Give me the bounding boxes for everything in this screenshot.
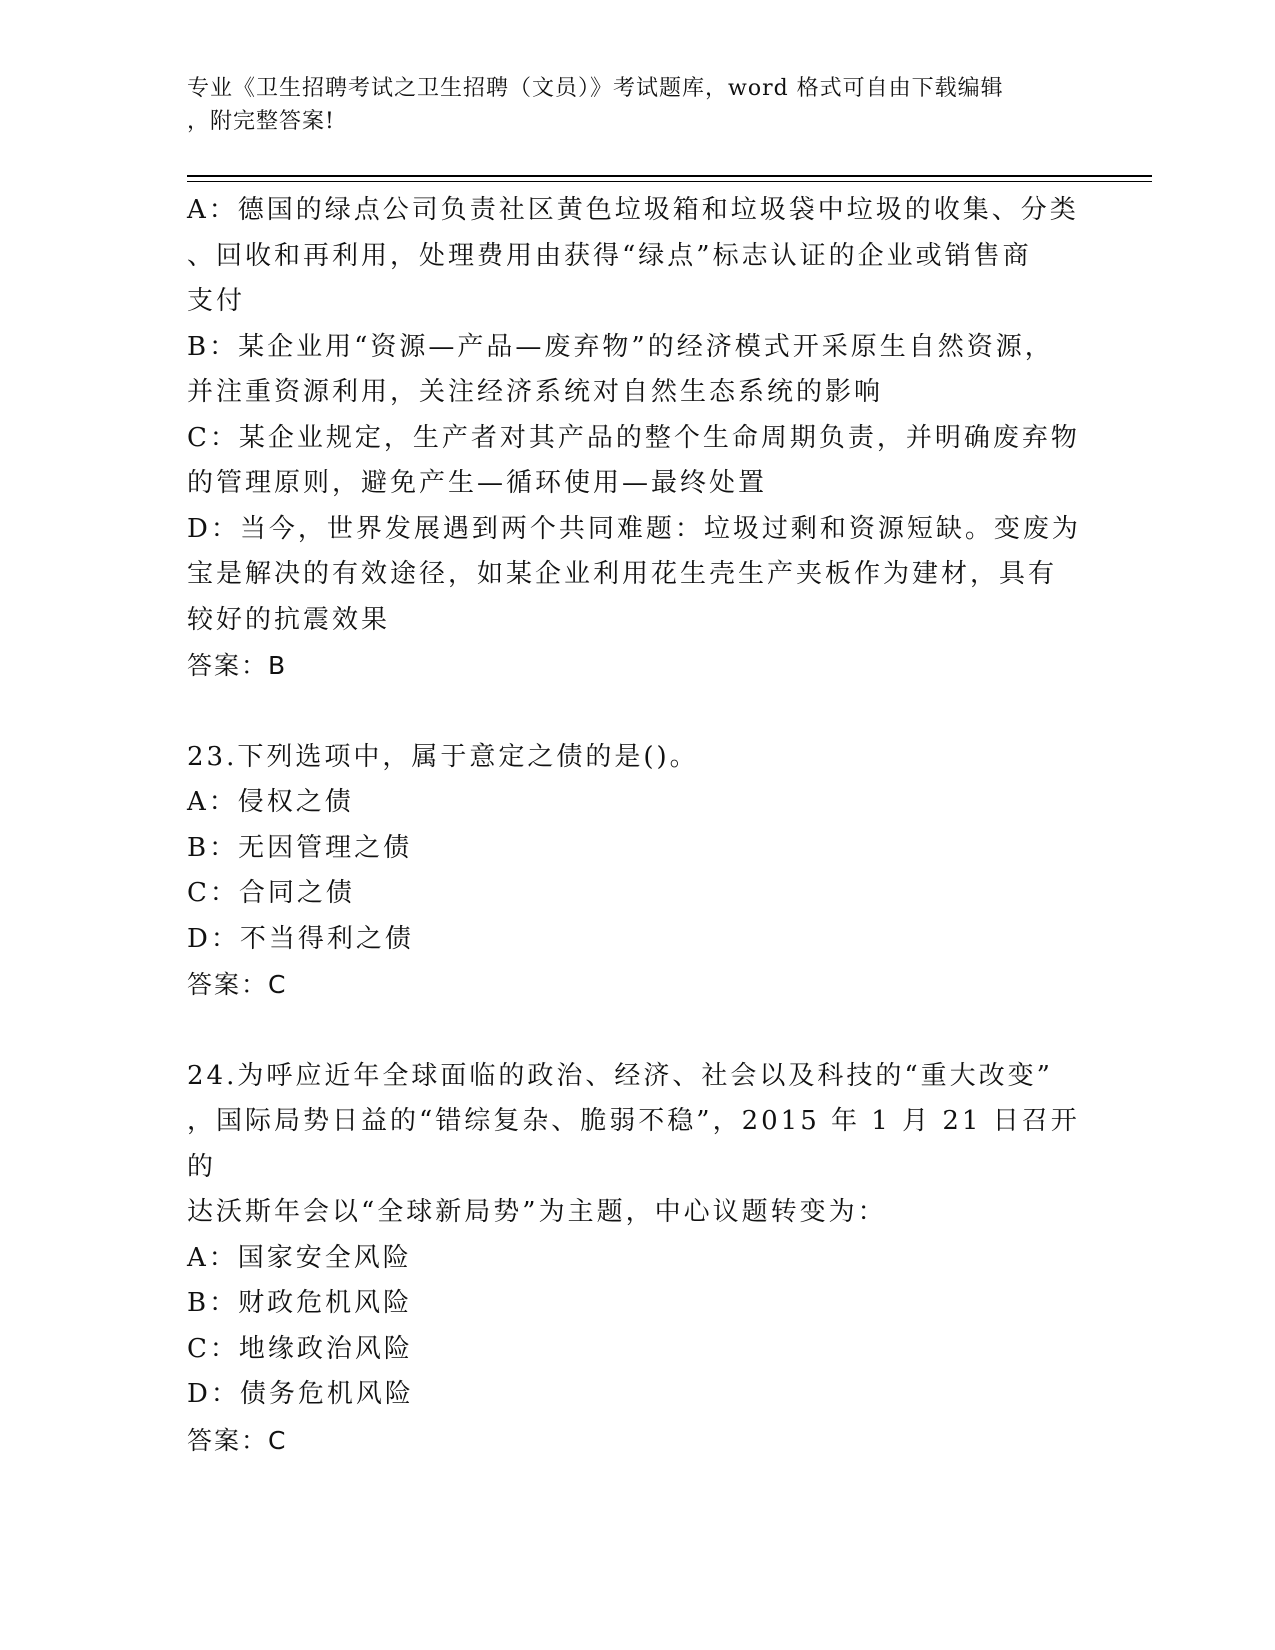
question-24-block: [187, 1054, 1087, 1464]
option-a: A：侵权之债: [187, 787, 354, 817]
option-c: C：合同之债: [187, 878, 355, 908]
option-d: [187, 507, 1087, 644]
header-rule-thin: [187, 181, 1152, 182]
option-b: B：无因管理之债: [187, 832, 413, 863]
question-23-block: [187, 735, 1087, 1008]
option-c: [187, 416, 1087, 507]
question-text-line: 达沃斯年会以“全球新局势”为主题，中心议题转变为：: [187, 1197, 887, 1227]
header-line-2: ，附完整答案!: [187, 109, 335, 134]
option-b-line: 并注重资源利用，关注经济系统对自然生态系统的影响: [187, 377, 884, 407]
option-a: [187, 188, 1087, 325]
option-a-line: 、回收和再利用，处理费用由获得“绿点”标志认证的企业或销售商: [187, 240, 1032, 271]
option-c: C：地缘政治风险: [187, 1333, 413, 1364]
header-rule-thick: [187, 175, 1152, 177]
option-c-line: C：某企业规定，生产者对其产品的整个生命周期负责，并明确废弃物: [187, 422, 1080, 453]
option-d-line: 较好的抗震效果: [187, 604, 391, 635]
question-text-line: 24.为呼应近年全球面临的政治、经济、社会以及科技的“重大改变”: [187, 1060, 1053, 1091]
question-text: 23.下列选项中，属于意定之债的是()。: [187, 741, 699, 772]
question-22-block: [187, 188, 1087, 689]
option-b-line: B：某企业用“资源—产品—废弃物”的经济模式开采原生自然资源，: [187, 331, 1054, 362]
header-line-1: 专业《卫生招聘考试之卫生招聘（文员）》考试题库，word 格式可自由下载编辑: [187, 76, 1004, 101]
option-d-line: D：当今，世界发展遇到两个共同难题：垃圾过剩和资源短缺。变废为: [187, 513, 1081, 544]
option-a: A：国家安全风险: [187, 1242, 412, 1273]
option-d: D：不当得利之债: [187, 923, 414, 954]
option-b: [187, 325, 1087, 416]
option-d: D：债务危机风险: [187, 1379, 414, 1409]
question-text-line: ，国际局势日益的“错综复杂、脆弱不稳”，2015 年 1 月 21 日召开的: [187, 1106, 1080, 1182]
option-c-line: 的管理原则，避免产生—循环使用—最终处置: [187, 468, 768, 498]
answer: 答案：C: [187, 970, 288, 999]
document-header: [187, 72, 1087, 138]
option-b: B：财政危机风险: [187, 1288, 413, 1318]
option-a-line: A：德国的绿点公司负责社区黄色垃圾箱和垃圾袋中垃圾的收集、分类: [187, 195, 1079, 225]
option-d-line: 宝是解决的有效途径，如某企业利用花生壳生产夹板作为建材，具有: [187, 559, 1058, 589]
option-a-line: 支付: [187, 286, 246, 316]
answer: 答案：C: [187, 1425, 288, 1455]
document-body: [187, 188, 1087, 1463]
answer: 答案：B: [187, 651, 288, 680]
